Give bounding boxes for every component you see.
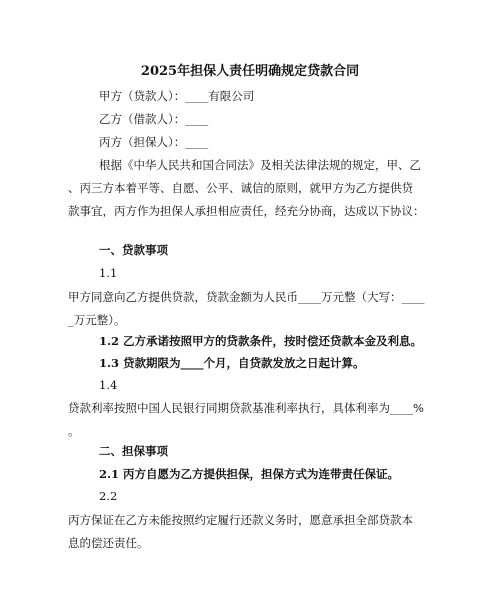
clause-1-2: 1.2 乙方承诺按照甲方的贷款条件，按时偿还贷款本金及利息。 [99, 334, 423, 348]
clause-2-2-line-2: 息的偿还责任。 [68, 536, 149, 550]
clause-1-1-number: 1.1 [99, 266, 118, 280]
clause-1-3: 1.3 贷款期限为____个月，自贷款发放之日起计算。 [99, 356, 365, 370]
section-2-heading: 二、担保事项 [99, 444, 168, 458]
clause-2-2-number: 2.2 [99, 489, 118, 503]
clause-1-4-number: 1.4 [99, 378, 118, 392]
preamble-line-1: 根据《中华人民共和国合同法》及相关法律法规的规定，甲、乙 [99, 158, 421, 172]
document-title: 2025年担保人责任明确规定贷款合同 [140, 64, 360, 79]
clause-1-4-line-1: 贷款利率按照中国人民银行同期贷款基准利率执行，具体利率为____% [68, 401, 424, 415]
clause-1-1-line-2: _万元整）。 [68, 313, 126, 327]
clause-2-2-line-1: 丙方保证在乙方未能按照约定履行还款义务时，愿意承担全部贷款本 [68, 513, 413, 527]
clause-1-4-line-2: 。 [68, 424, 80, 438]
section-1-heading: 一、贷款事项 [99, 243, 168, 257]
clause-2-1: 2.1 丙方自愿为乙方提供担保，担保方式为连带责任保证。 [99, 467, 400, 481]
preamble-line-3: 款事宜，丙方作为担保人承担相应责任，经充分协商，达成以下协议： [68, 204, 425, 218]
clause-1-1-line-1: 甲方同意向乙方提供贷款，贷款金额为人民币____万元整（大写：____ [68, 290, 425, 304]
party-b-line: 乙方（借款人）：____ [99, 112, 209, 126]
preamble-line-2: 、丙三方本着平等、自愿、公平、诚信的原则，就甲方为乙方提供贷 [68, 181, 413, 195]
party-c-line: 丙方（担保人）：____ [99, 135, 209, 149]
party-a-line: 甲方（贷款人）：____有限公司 [99, 89, 255, 103]
